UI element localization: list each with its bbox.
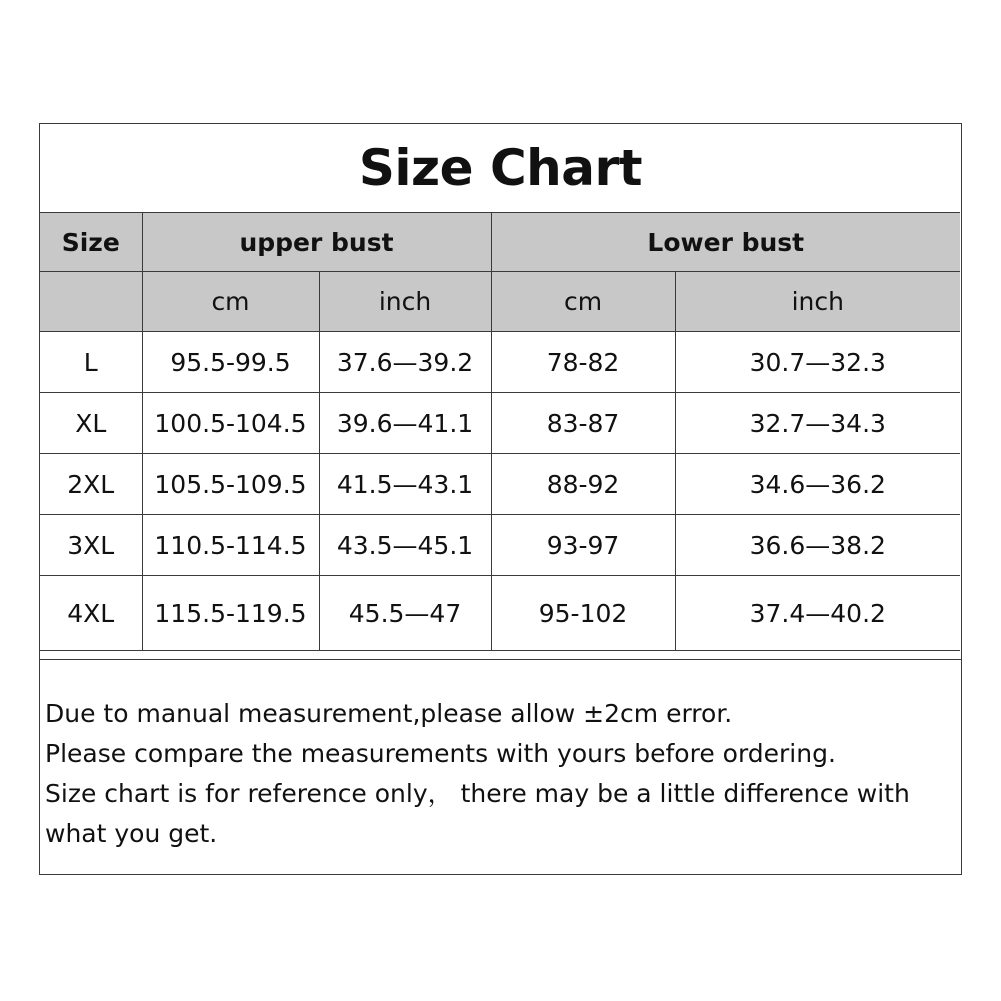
upper-inch-cell: 41.5—43.1 <box>319 454 491 515</box>
upper-inch-cell: 39.6—41.1 <box>319 393 491 454</box>
lower-cm-cell: 88-92 <box>491 454 675 515</box>
lower-cm-cell: 78-82 <box>491 332 675 393</box>
lower-cm-cell: 93-97 <box>491 515 675 576</box>
empty-unit-cell <box>40 272 142 332</box>
lower-inch-cell: 32.7—34.3 <box>675 393 960 454</box>
upper-bust-header: upper bust <box>142 213 491 272</box>
size-cell: 3XL <box>40 515 142 576</box>
lower-inch-cell: 36.6—38.2 <box>675 515 960 576</box>
upper-cm-unit-header: cm <box>142 272 319 332</box>
table-row <box>40 576 960 651</box>
upper-inch-cell: 43.5—45.1 <box>319 515 491 576</box>
table-row <box>40 454 960 515</box>
lower-cm-unit-header: cm <box>491 272 675 332</box>
measurement-notes <box>40 659 961 876</box>
note-line: Due to manual measurement,please allow ±2cm error. <box>45 699 733 728</box>
upper-cm-cell: 110.5-114.5 <box>142 515 319 576</box>
size-cell: 2XL <box>40 454 142 515</box>
lower-cm-cell: 95-102 <box>491 576 675 651</box>
table-row <box>40 393 960 454</box>
upper-cm-cell: 105.5-109.5 <box>142 454 319 515</box>
lower-inch-cell: 37.4—40.2 <box>675 576 960 651</box>
size-cell: L <box>40 332 142 393</box>
lower-cm-cell: 83-87 <box>491 393 675 454</box>
lower-inch-cell: 30.7—32.3 <box>675 332 960 393</box>
upper-inch-unit-header: inch <box>319 272 491 332</box>
size-cell: XL <box>40 393 142 454</box>
note-line: Please compare the measurements with yours before ordering. <box>45 739 836 768</box>
size-cell: 4XL <box>40 576 142 651</box>
table-row <box>40 515 960 576</box>
size-table <box>40 212 960 651</box>
chart-title: Size Chart <box>358 139 643 197</box>
upper-cm-cell: 95.5-99.5 <box>142 332 319 393</box>
lower-inch-unit-header: inch <box>675 272 960 332</box>
upper-cm-cell: 100.5-104.5 <box>142 393 319 454</box>
size-column-header: Size <box>40 213 142 272</box>
note-line: Size chart is for reference only， there may be a little difference with what you get. <box>45 779 910 848</box>
size-chart <box>39 123 962 875</box>
table-row <box>40 332 960 393</box>
lower-inch-cell: 34.6—36.2 <box>675 454 960 515</box>
lower-bust-header: Lower bust <box>491 213 960 272</box>
upper-inch-cell: 37.6—39.2 <box>319 332 491 393</box>
upper-cm-cell: 115.5-119.5 <box>142 576 319 651</box>
upper-inch-cell: 45.5—47 <box>319 576 491 651</box>
header-row-groups <box>40 213 960 272</box>
header-row-units <box>40 272 960 332</box>
